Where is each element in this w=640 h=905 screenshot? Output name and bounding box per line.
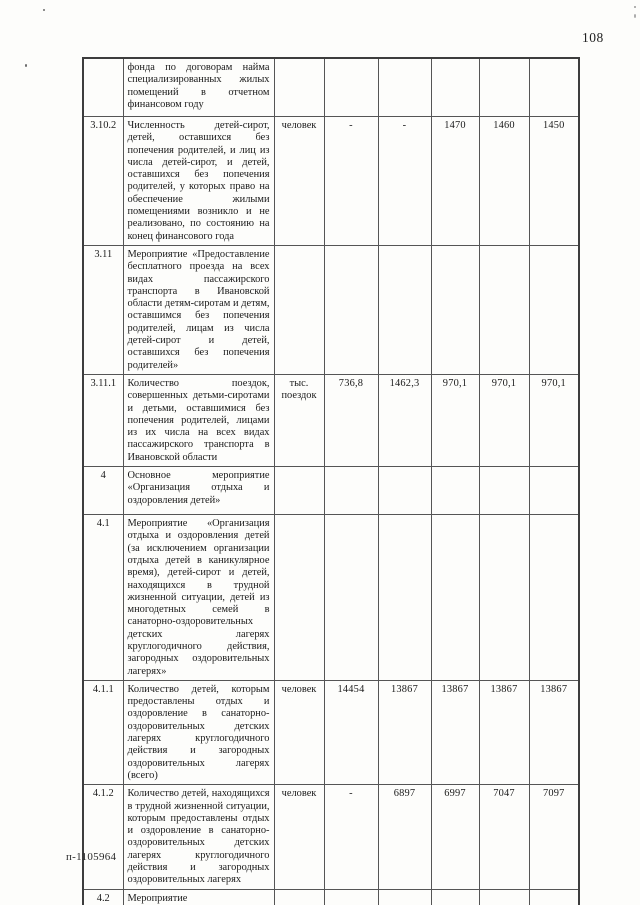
description-cell: Мероприятие [123, 889, 274, 905]
value-cell [431, 889, 479, 905]
value-cell [529, 889, 579, 905]
value-cell: 13867 [431, 680, 479, 784]
value-cell: 970,1 [529, 374, 579, 466]
value-cell [431, 245, 479, 374]
indicators-table [82, 57, 580, 905]
value-cell: 736,8 [324, 374, 378, 466]
value-cell [479, 515, 529, 681]
value-cell [431, 467, 479, 515]
value-cell: 13867 [479, 680, 529, 784]
table-row [83, 515, 579, 681]
description-cell: фонда по договорам найма специализированных жилых помещений в отчетном финансовом году [123, 58, 274, 117]
value-cell [324, 467, 378, 515]
unit-cell: человек [274, 117, 324, 246]
row-number-cell: 3.11 [83, 245, 123, 374]
row-number-cell: 3.11.1 [83, 374, 123, 466]
unit-cell: человек [274, 680, 324, 784]
table-row [83, 889, 579, 905]
unit-cell [274, 515, 324, 681]
value-cell: - [324, 785, 378, 889]
table-row [83, 245, 579, 374]
description-cell: Количество детей, находящихся в трудной жизненной ситуации, которым предоставлены отдых и оздоровление в санаторно-оздоровительных детских лагерях круглогодичного действия и загородных оздоровительных лагерях [123, 785, 274, 889]
table-row [83, 467, 579, 515]
row-number-cell: 4.1 [83, 515, 123, 681]
value-cell [324, 889, 378, 905]
scan-speck [634, 14, 636, 18]
row-number-cell: 4.2 [83, 889, 123, 905]
description-cell: Количество детей, которым предоставлены отдых и оздоровление в санаторно-оздоровительных детских лагерях круглогодичного действия и загородных оздоровительных лагерях (всего) [123, 680, 274, 784]
value-cell [378, 515, 431, 681]
unit-cell [274, 889, 324, 905]
value-cell: 7097 [529, 785, 579, 889]
table-row [83, 374, 579, 466]
value-cell [431, 58, 479, 117]
row-number-cell: 3.10.2 [83, 117, 123, 246]
description-cell: Основное мероприятие «Организация отдыха и оздоровления детей» [123, 467, 274, 515]
value-cell: 13867 [378, 680, 431, 784]
document-footer-code: п-1105964 [66, 851, 117, 863]
scan-speck [25, 64, 27, 67]
unit-cell: человек [274, 785, 324, 889]
value-cell [378, 245, 431, 374]
scan-speck [43, 9, 45, 11]
unit-cell [274, 58, 324, 117]
page-number: 108 [582, 30, 604, 45]
row-number-cell: 4.1.2 [83, 785, 123, 889]
description-cell: Количество поездок, совершенных детьми-сиротами и детьми, оставшимися без попечения родителей, лицами из их числа на всех видах пассажирского транспорта в Ивановской области [123, 374, 274, 466]
table-row [83, 117, 579, 246]
value-cell [378, 467, 431, 515]
value-cell: 14454 [324, 680, 378, 784]
row-number-cell: 4.1.1 [83, 680, 123, 784]
value-cell: 13867 [529, 680, 579, 784]
value-cell: 970,1 [431, 374, 479, 466]
value-cell [378, 889, 431, 905]
description-cell: Мероприятие «Организация отдыха и оздоровления детей (за исключением организации отдыха детей в каникулярное время), детей-сирот и детей, находящихся в трудной жизненной ситуации, детей из многодетных семей в санаторно-оздоровительных детских лагерях круглогодичного действия, загородных оздоровительных лагерях» [123, 515, 274, 681]
value-cell: 6897 [378, 785, 431, 889]
scan-speck [634, 6, 636, 8]
value-cell: 970,1 [479, 374, 529, 466]
row-number-cell: 4 [83, 467, 123, 515]
value-cell [324, 515, 378, 681]
table-row [83, 58, 579, 117]
value-cell: 1450 [529, 117, 579, 246]
value-cell: - [324, 117, 378, 246]
table-row [83, 785, 579, 889]
row-number-cell [83, 58, 123, 117]
unit-cell [274, 467, 324, 515]
value-cell: - [378, 117, 431, 246]
value-cell: 1470 [431, 117, 479, 246]
value-cell [529, 58, 579, 117]
value-cell [431, 515, 479, 681]
value-cell: 7047 [479, 785, 529, 889]
value-cell [479, 58, 529, 117]
value-cell [529, 515, 579, 681]
value-cell [479, 245, 529, 374]
value-cell [479, 889, 529, 905]
unit-cell [274, 245, 324, 374]
unit-cell: тыс. поездок [274, 374, 324, 466]
value-cell [324, 58, 378, 117]
description-cell: Мероприятие «Предоставление бесплатного проезда на всех видах пассажирского транспорта в Ивановской области детям-сиротам и детям, оставшимся без попечения родителей, лицам из числа детей-сирот и детей, оставшихся без попечения родителей» [123, 245, 274, 374]
table-row [83, 680, 579, 784]
value-cell [529, 245, 579, 374]
value-cell: 6997 [431, 785, 479, 889]
value-cell: 1460 [479, 117, 529, 246]
description-cell: Численность детей-сирот, детей, оставшихся без попечения родителей, и лиц из числа детей-сирот, и детей, оставшихся без попечения родителей, у которых право на обеспечение жилыми помещениями возникло и не реализовано, по состоянию на конец финансового года [123, 117, 274, 246]
value-cell [324, 245, 378, 374]
value-cell [378, 58, 431, 117]
value-cell [479, 467, 529, 515]
value-cell: 1462,3 [378, 374, 431, 466]
value-cell [529, 467, 579, 515]
